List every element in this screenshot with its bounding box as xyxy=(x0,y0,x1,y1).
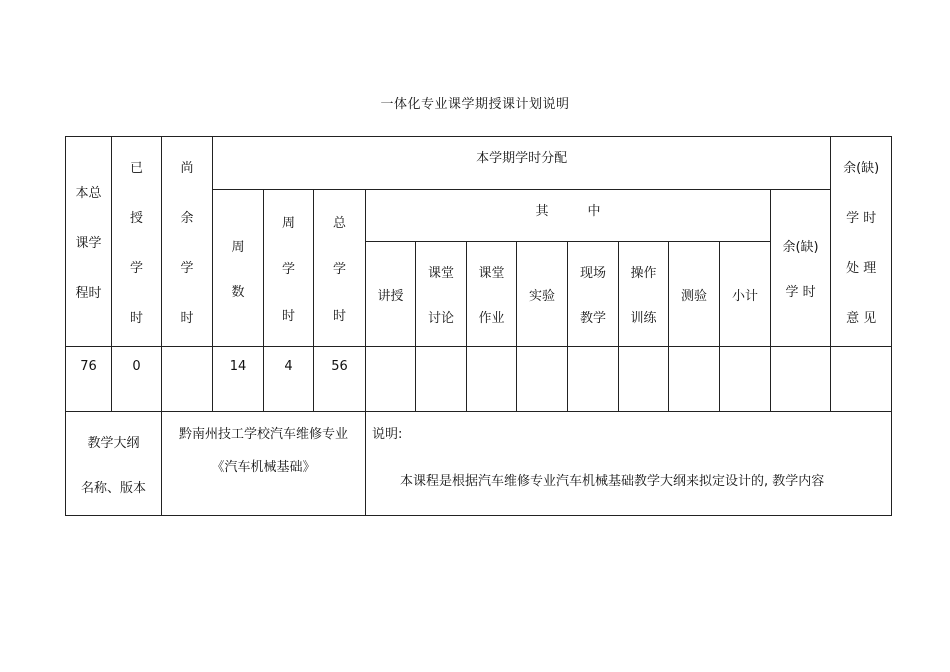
value-experiment xyxy=(517,347,568,412)
syllabus-label: 教学大纲 名称、版本 xyxy=(66,412,162,516)
header-weekly-hours: 周 学 时 xyxy=(264,190,314,347)
value-lecture xyxy=(366,347,416,412)
value-weekly: 4 xyxy=(264,347,314,412)
value-weeks: 14 xyxy=(213,347,264,412)
header-surplus-handling: 余(缺) 学 时 处 理 意 见 xyxy=(831,137,892,347)
header-subtotal: 小计 xyxy=(720,242,771,347)
header-surplus-hours: 余(缺) 学 时 xyxy=(771,190,831,347)
header-onsite: 现场 教学 xyxy=(568,242,619,347)
value-homework xyxy=(467,347,517,412)
value-taught: 0 xyxy=(112,347,162,412)
value-operation xyxy=(619,347,669,412)
header-operation: 操作 训练 xyxy=(619,242,669,347)
values-row xyxy=(66,347,892,412)
value-test xyxy=(669,347,720,412)
header-semester-allocation: 本学期学时分配 xyxy=(213,137,831,190)
header-remaining-hours: 尚 余 学 时 xyxy=(162,137,213,347)
value-surplus-hours xyxy=(771,347,831,412)
value-remaining xyxy=(162,347,213,412)
value-surplus-handling xyxy=(831,347,892,412)
header-test: 测验 xyxy=(669,242,720,347)
header-weeks: 周 数 xyxy=(213,190,264,347)
value-onsite xyxy=(568,347,619,412)
syllabus-name: 黔南州技工学校汽车维修专业 《汽车机械基础》 xyxy=(162,412,366,516)
plan-table xyxy=(65,136,892,516)
header-total-hours: 本总 课学 程时 xyxy=(66,137,112,347)
syllabus-note: 说明: 本课程是根据汽车维修专业汽车机械基础教学大纲来拟定设计的, 教学内容 xyxy=(366,412,892,516)
header-lecture: 讲授 xyxy=(366,242,416,347)
header-discussion: 课堂 讨论 xyxy=(416,242,467,347)
value-sum: 56 xyxy=(314,347,366,412)
header-taught-hours: 已 授 学 时 xyxy=(112,137,162,347)
header-sum-hours: 总 学 时 xyxy=(314,190,366,347)
header-among: 其 中 xyxy=(366,190,771,242)
value-subtotal xyxy=(720,347,771,412)
value-total: 76 xyxy=(66,347,112,412)
value-discussion xyxy=(416,347,467,412)
page-title: 一体化专业课学期授课计划说明 xyxy=(380,97,570,112)
syllabus-row xyxy=(66,412,892,516)
header-homework: 课堂 作业 xyxy=(467,242,517,347)
header-experiment: 实验 xyxy=(517,242,568,347)
